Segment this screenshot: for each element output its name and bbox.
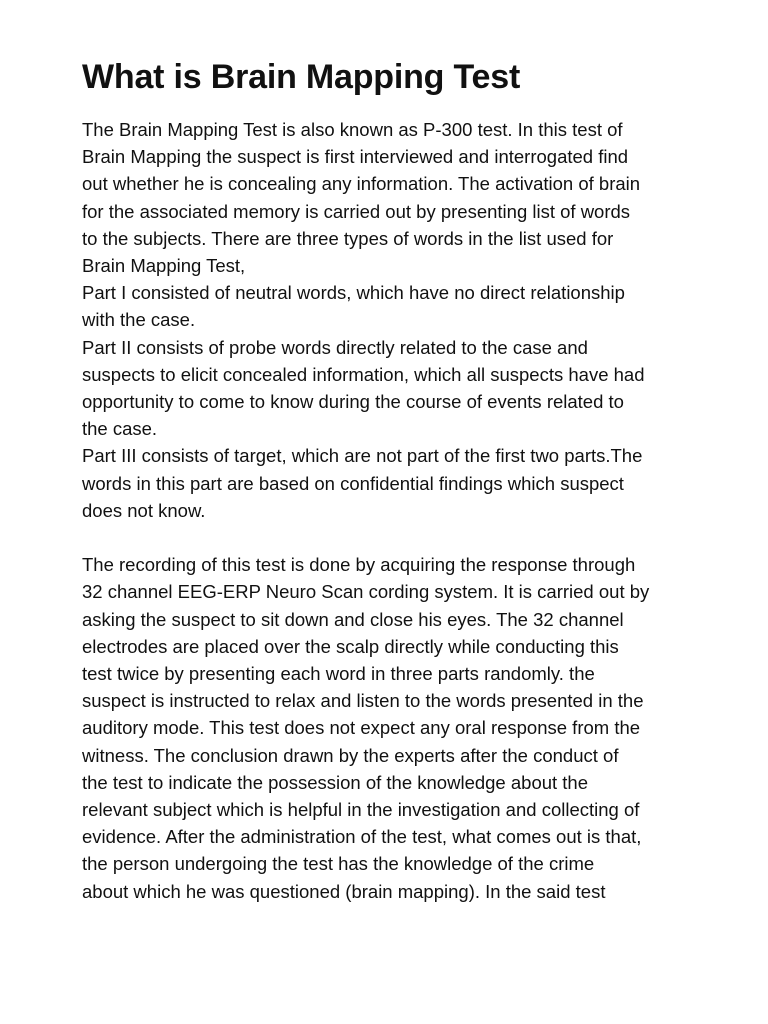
text-line: the test to indicate the possession of the knowledge about the [82, 771, 589, 793]
text-line: for the associated memory is carried out by presenting list of words [82, 200, 631, 222]
text-line: does not know. [82, 499, 206, 521]
text-line: asking the suspect to sit down and close his eyes. The 32 channel [82, 608, 624, 630]
text-line: to the subjects. There are three types of words in the list used for [82, 227, 614, 249]
text-line: The Brain Mapping Test is also known as P-300 test. In this test of [82, 119, 623, 140]
text-line: about which he was questioned (brain mapping). In the said test [82, 880, 606, 902]
text-line: Brain Mapping the suspect is first interviewed and interrogated find [82, 146, 629, 168]
page-title: What is Brain Mapping Test [82, 58, 521, 96]
text-line: the case. [82, 418, 158, 440]
text-line: 32 channel EEG-ERP Neuro Scan cording system. It is carried out by [82, 581, 650, 603]
text-line: electrodes are placed over the scalp directly while conducting this [82, 635, 619, 657]
document-page [82, 54, 694, 905]
paragraph-spacer [82, 524, 694, 551]
text-line: The recording of this test is done by acquiring the response through [82, 554, 636, 576]
text-line: the person undergoing the test has the knowledge of the crime [82, 853, 595, 875]
text-line: opportunity to come to know during the course of events related to [82, 391, 624, 413]
text-line: Part I consisted of neutral words, which have no direct relationship [82, 282, 625, 304]
text-line: test twice by presenting each word in three parts randomly. the [82, 663, 595, 685]
text-line: words in this part are based on confidential findings which suspect [82, 472, 624, 494]
text-line: Part III consists of target, which are not part of the first two parts.The [82, 445, 643, 467]
text-line: relevant subject which is helpful in the investigation and collecting of [82, 799, 640, 821]
text-line: suspect is instructed to relax and listen to the words presented in the [82, 690, 644, 712]
text-line: suspects to elicit concealed information, which all suspects have had [82, 363, 645, 385]
text-line: auditory mode. This test does not expect any oral response from the [82, 717, 641, 739]
paragraph-2 [82, 551, 694, 905]
text-line: with the case. [82, 309, 196, 331]
text-line: Part II consists of probe words directly related to the case and [82, 336, 588, 358]
text-line: witness. The conclusion drawn by the experts after the conduct of [82, 744, 619, 766]
text-line: out whether he is concealing any information. The activation of brain [82, 173, 641, 195]
text-line: evidence. After the administration of the test, what comes out is that, [82, 826, 642, 848]
paragraph-1 [82, 116, 694, 524]
text-line: Brain Mapping Test, [82, 255, 246, 277]
article-body [82, 116, 694, 905]
